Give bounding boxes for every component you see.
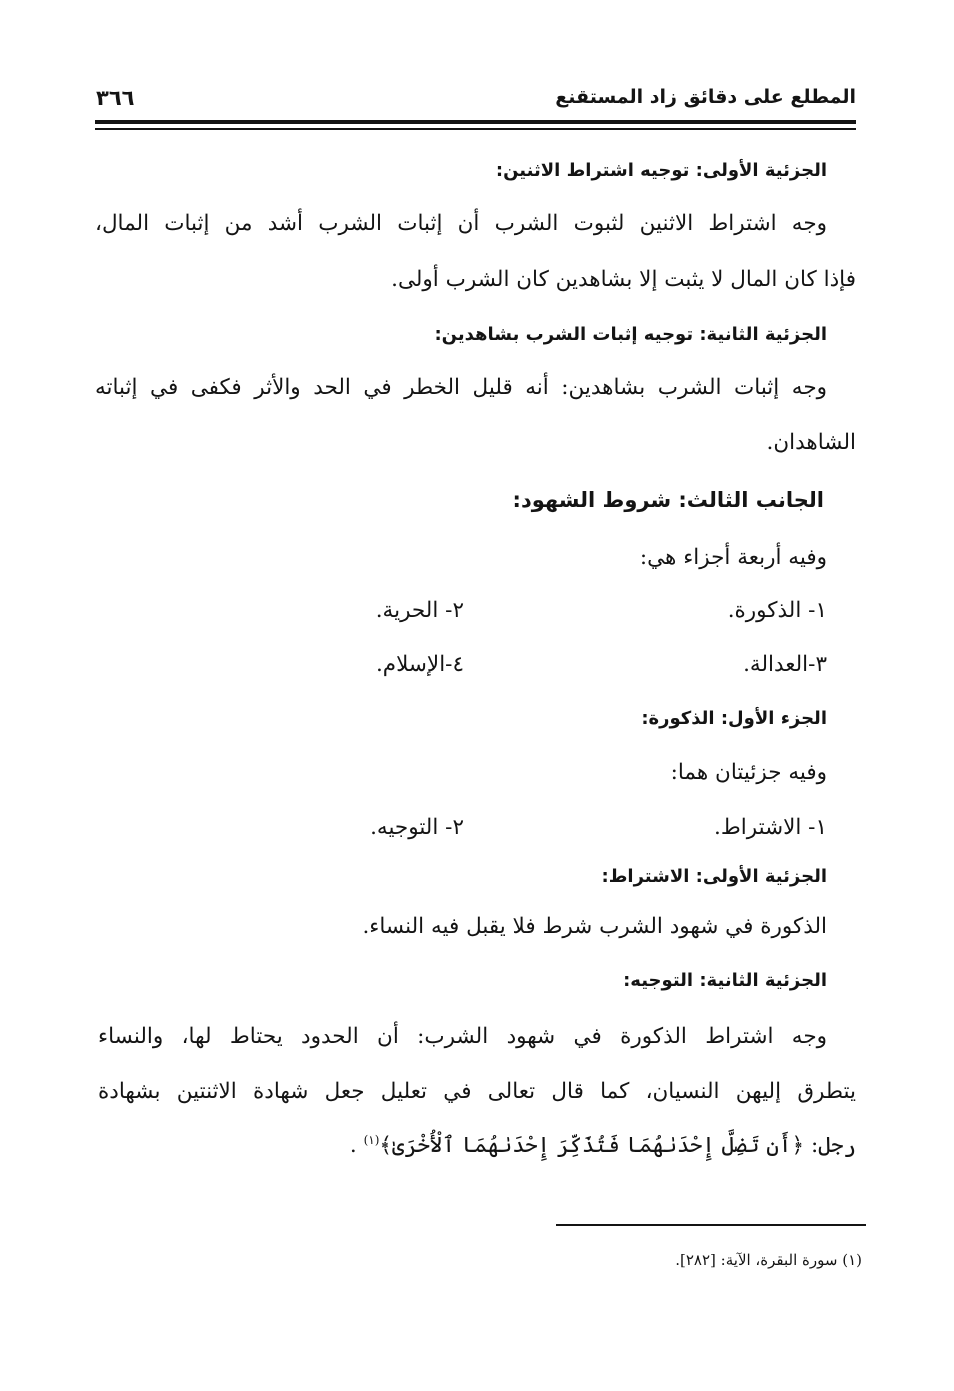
running-header [96, 78, 856, 118]
paragraph-line: وجه إثبات الشرب بشاهدين: أنه قليل الخطر في الحد والأثر فكفى في إثباته [95, 375, 827, 400]
quran-verse: ﴿أَن تَضِلَّ إِحْدَىٰهُمَا فَتُذَكِّرَ إِحْدَىٰهُمَا ٱلْأُخْرَىٰ﴾ [379, 1133, 805, 1159]
subheading-first-part: الجزئية الأولى: توجيه اشتراط الاثنين: [495, 160, 827, 181]
list-item: ٤-الإسلام. [375, 652, 464, 677]
subheading-justification: الجزئية الثانية: التوجيه: [623, 970, 827, 991]
header-rule-thick [95, 120, 856, 124]
paragraph-line: فإذا كان المال لا يثبت إلا بشاهدين كان الشرب أولى. [391, 267, 856, 292]
paragraph-line: وفيه أربعة أجزاء هي: [639, 545, 827, 570]
subheading-condition: الجزئية الأولى: الاشتراط: [601, 866, 827, 887]
page-number: ٣٦٦ [96, 86, 135, 110]
footnote-reference[interactable]: (١) [363, 1133, 380, 1147]
list-item: ٣-العدالة. [743, 652, 827, 677]
paragraph-line: وفيه جزئيتان هما: [670, 760, 827, 785]
paragraph-line: وجه اشتراط الذكورة في شهود الشرب: أن الحدود يحتاط لها، والنساء [98, 1024, 827, 1049]
footnote-rule [556, 1224, 866, 1226]
list-item: ٢- التوجيه. [370, 815, 464, 840]
list-item: ١- الذكورة. [727, 598, 827, 623]
verse-intro: رجل: [810, 1133, 856, 1159]
paragraph-line: يتطرق إليهن النسيان، كما قال تعالى في تعليل جعل شهادة الاثنتين بشهادة [98, 1079, 856, 1104]
sentence-end: . [349, 1133, 357, 1159]
subheading-second-part: الجزئية الثانية: توجيه إثبات الشرب بشاهدين: [434, 324, 827, 345]
header-rule-thin [95, 128, 856, 130]
paragraph-line: الذكورة في شهود الشرب شرط فلا يقبل فيه النساء. [362, 914, 827, 939]
subheading-part-one: الجزء الأول: الذكورة: [641, 708, 827, 729]
paragraph-line: الشاهدان. [766, 430, 856, 455]
paragraph-line-with-verse [350, 1133, 856, 1158]
running-header-title: المطلع على دقائق زاد المستقنع [555, 86, 856, 108]
list-item: ٢- الحرية. [375, 598, 464, 623]
footnote: (١) سورة البقرة، الآية: [٢٨٢]. [675, 1251, 862, 1269]
section-heading: الجانب الثالث: شروط الشهود: [512, 488, 824, 512]
list-item: ١- الاشتراط. [714, 815, 827, 840]
paragraph-line: وجه اشتراط الاثنين لثبوت الشرب أن إثبات الشرب أشد من إثبات المال، [95, 211, 827, 236]
